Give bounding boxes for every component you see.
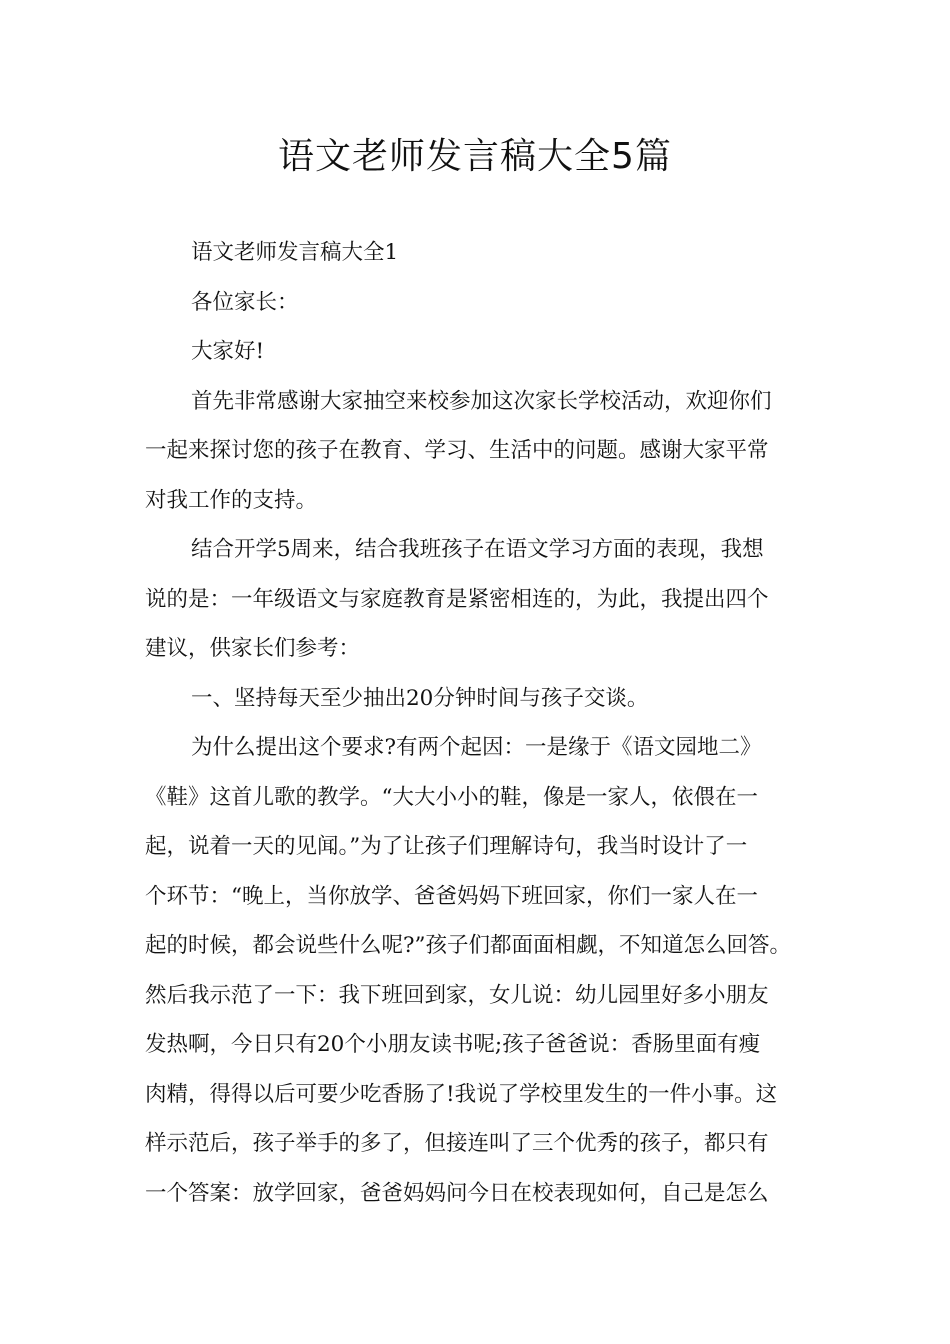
paragraph-line: 一个答案：放学回家，爸爸妈妈问今日在校表现如何，自己是怎么	[145, 1180, 769, 1206]
paragraph-line: 对我工作的支持。	[145, 487, 318, 513]
paragraph-line: 个环节：“晚上，当你放学、爸爸妈妈下班回家，你们一家人在一	[145, 883, 758, 909]
paragraph-line: 起，说着一天的见闻。”为了让孩子们理解诗句，我当时设计了一	[145, 834, 748, 859]
paragraph-line: 发热啊，今日只有20个小朋友读书呢;孩子爸爸说：香肠里面有瘦	[145, 1032, 761, 1057]
paragraph-line: 样示范后，孩子举手的多了，但接连叫了三个优秀的孩子，都只有	[145, 1131, 769, 1156]
paragraph-line: 建议，供家长们参考：	[145, 636, 361, 661]
paragraph-line: 为什么提出这个要求?有两个起因：一是缘于《语文园地二》	[191, 735, 762, 760]
paragraph-line: 各位家长：	[191, 289, 299, 315]
paragraph-line: 一起来探讨您的孩子在教育、学习、生活中的问题。感谢大家平常	[145, 438, 769, 463]
paragraph-line: 大家好!	[191, 339, 265, 364]
paragraph-line: 起的时候，都会说些什么呢?”孩子们都面面相觑，不知道怎么回答。	[145, 933, 792, 958]
paragraph-line: 《鞋》这首儿歌的教学。“大大小小的鞋，像是一家人，依偎在一	[145, 784, 758, 810]
document-title: 语文老师发言稿大全5篇	[278, 136, 672, 177]
paragraph-line: 然后我示范了一下：我下班回到家，女儿说：幼儿园里好多小朋友	[145, 982, 769, 1008]
paragraph-line: 说的是：一年级语文与家庭教育是紧密相连的，为此，我提出四个	[145, 586, 769, 612]
paragraph-line: 一、坚持每天至少抽出20分钟时间与孩子交谈。	[191, 685, 649, 711]
paragraph-line: 首先非常感谢大家抽空来校参加这次家长学校活动，欢迎你们	[191, 388, 772, 414]
paragraph-line: 结合开学5周来，结合我班孩子在语文学习方面的表现，我想	[191, 537, 764, 562]
paragraph-line: 肉精，得得以后可要少吃香肠了!我说了学校里发生的一件小事。这	[145, 1081, 778, 1107]
document-body	[145, 228, 815, 1218]
paragraph-line: 语文老师发言稿大全1	[191, 240, 399, 265]
